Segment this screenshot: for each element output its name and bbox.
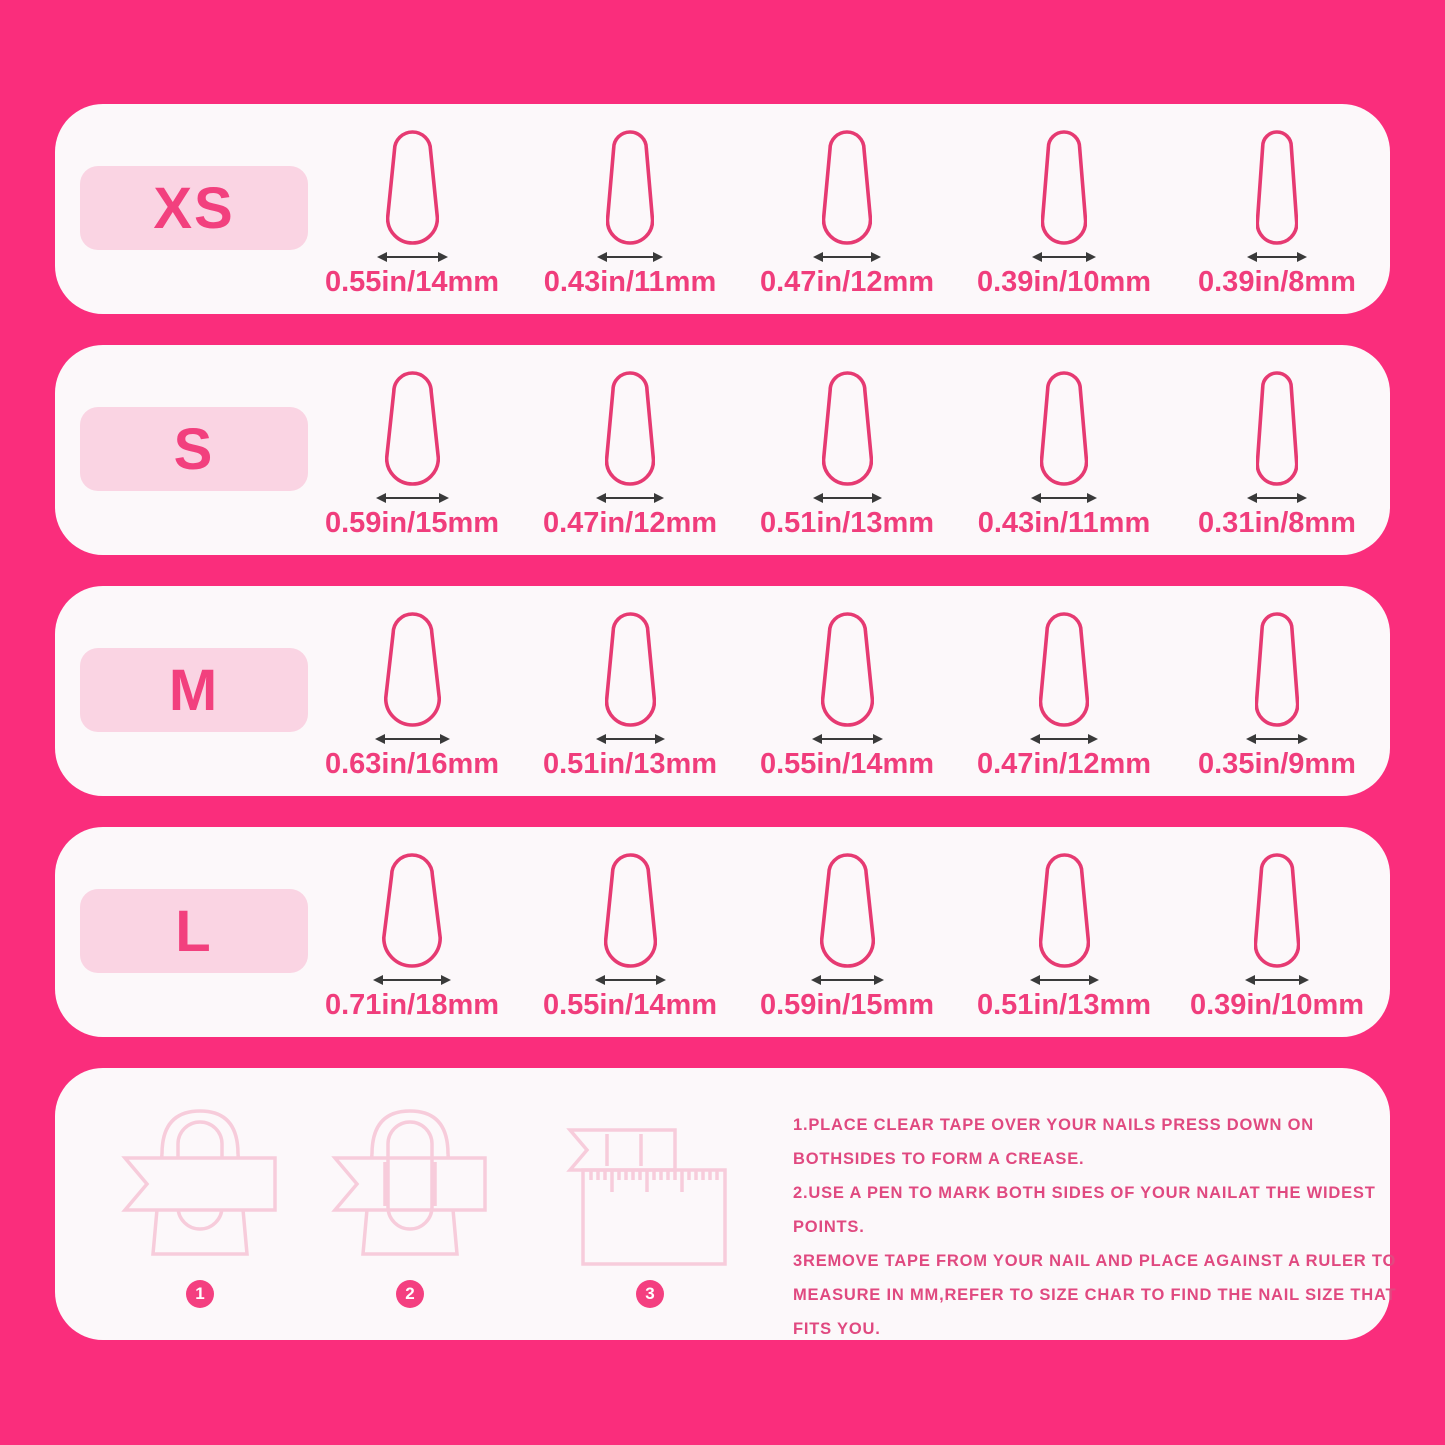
size-panel-xs [55,104,1390,314]
nail-measurement-label: 0.47in/12mm [759,266,935,298]
nail-strip [55,104,1390,314]
nail-outline-icon [822,369,873,487]
nail-size-cell [747,104,947,314]
width-arrow-icon [375,732,450,746]
nail-size-cell [530,586,730,796]
nail-outline-icon [604,851,657,969]
width-arrow-icon [1030,732,1098,746]
nail-size-cell [747,586,947,796]
instruction-step-2: 2.USE A PEN TO MARK BOTH SIDES OF YOUR NAILAT THE WIDEST POINTS. [793,1184,1376,1236]
step1-finger-tape-icon [115,1094,285,1274]
nail-outline-icon [821,610,874,728]
nail-size-cell [1177,827,1377,1037]
nail-measurement-label: 0.51in/13mm [759,507,935,539]
nail-measurement-label: 0.51in/13mm [542,748,718,780]
nail-outline-icon [1255,610,1299,728]
width-arrow-icon [1246,732,1308,746]
nail-size-cell [530,104,730,314]
size-badge-m: M [80,648,308,732]
width-arrow-icon [373,973,451,987]
nail-outline-icon [1039,851,1090,969]
nail-outline-icon [605,610,656,728]
measuring-instructions-panel [55,1068,1397,1340]
width-arrow-icon [812,732,883,746]
nail-outline-icon [1041,128,1087,246]
step2-number-badge: 2 [396,1280,424,1308]
nail-outline-icon [385,369,440,487]
width-arrow-icon [595,973,666,987]
nail-outline-icon [820,851,875,969]
nail-outline-icon [1039,610,1089,728]
nail-outline-icon [382,851,442,969]
width-arrow-icon [1247,491,1307,505]
size-panel-s [55,345,1390,555]
nail-measurement-label: 0.47in/12mm [542,507,718,539]
measuring-instructions-text [793,1108,1401,1346]
nail-size-cell [312,586,512,796]
nail-size-cell [312,345,512,555]
instruction-step-3: 3REMOVE TAPE FROM YOUR NAIL AND PLACE AGAINST A RULER TO MEASURE IN MM,REFER TO SIZE CHAR TO FIND THE NAIL SIZE THAT FITS YOU. [793,1252,1397,1338]
step3-number-badge: 3 [636,1280,664,1308]
nail-outline-icon [605,369,655,487]
step1-number-badge: 1 [186,1280,214,1308]
width-arrow-icon [1031,491,1097,505]
nail-measurement-label: 0.35in/9mm [1198,748,1356,780]
nail-size-cell [530,345,730,555]
nail-outline-icon [1254,851,1300,969]
nail-size-cell [747,345,947,555]
nail-outline-icon [606,128,654,246]
width-arrow-icon [813,250,881,264]
nail-size-cell [964,586,1164,796]
nail-measurement-label: 0.51in/13mm [976,989,1152,1021]
nail-strip [55,345,1390,555]
nail-measurement-label: 0.39in/10mm [976,266,1152,298]
nail-outline-icon [384,610,441,728]
width-arrow-icon [1032,250,1096,264]
nail-measurement-label: 0.31in/8mm [1198,507,1356,539]
nail-measurement-label: 0.39in/10mm [1189,989,1365,1021]
nail-size-cell [964,827,1164,1037]
width-arrow-icon [377,250,448,264]
nail-measurement-label: 0.63in/16mm [324,748,500,780]
nail-size-cell [312,104,512,314]
width-arrow-icon [1245,973,1309,987]
width-arrow-icon [597,250,663,264]
nail-measurement-label: 0.43in/11mm [977,507,1151,539]
nail-measurement-label: 0.47in/12mm [976,748,1152,780]
nail-size-cell [1177,586,1377,796]
nail-measurement-label: 0.55in/14mm [759,748,935,780]
size-badge-s: S [80,407,308,491]
nail-size-cell [964,345,1164,555]
step3-tape-ruler-icon [565,1094,735,1274]
width-arrow-icon [1247,250,1307,264]
step2-finger-tape-marks-icon [325,1094,495,1274]
width-arrow-icon [813,491,882,505]
nail-size-cell [964,104,1164,314]
nail-outline-icon [386,128,439,246]
width-arrow-icon [596,732,665,746]
nail-strip [55,586,1390,796]
instruction-step-1: 1.PLACE CLEAR TAPE OVER YOUR NAILS PRESS DOWN ON BOTHSIDES TO FORM A CREASE. [793,1116,1314,1168]
size-panel-l [55,827,1390,1037]
nail-measurement-label: 0.59in/15mm [759,989,935,1021]
width-arrow-icon [1030,973,1099,987]
nail-outline-icon [1256,369,1298,487]
nail-measurement-label: 0.71in/18mm [324,989,500,1021]
size-panel-m [55,586,1390,796]
size-badge-l: L [80,889,308,973]
width-arrow-icon [811,973,884,987]
width-arrow-icon [596,491,664,505]
nail-measurement-label: 0.43in/11mm [543,266,717,298]
nail-measurement-label: 0.55in/14mm [542,989,718,1021]
nail-size-cell [1177,345,1377,555]
nail-size-cell [1177,104,1377,314]
nail-size-cell [312,827,512,1037]
nail-outline-icon [1256,128,1298,246]
nail-outline-icon [1040,369,1088,487]
nail-measurement-label: 0.59in/15mm [324,507,500,539]
nail-size-cell [747,827,947,1037]
nail-strip [55,827,1390,1037]
nail-size-cell [530,827,730,1037]
nail-outline-icon [822,128,872,246]
width-arrow-icon [376,491,449,505]
nail-measurement-label: 0.39in/8mm [1198,266,1356,298]
size-badge-xs: XS [80,166,308,250]
nail-measurement-label: 0.55in/14mm [324,266,500,298]
